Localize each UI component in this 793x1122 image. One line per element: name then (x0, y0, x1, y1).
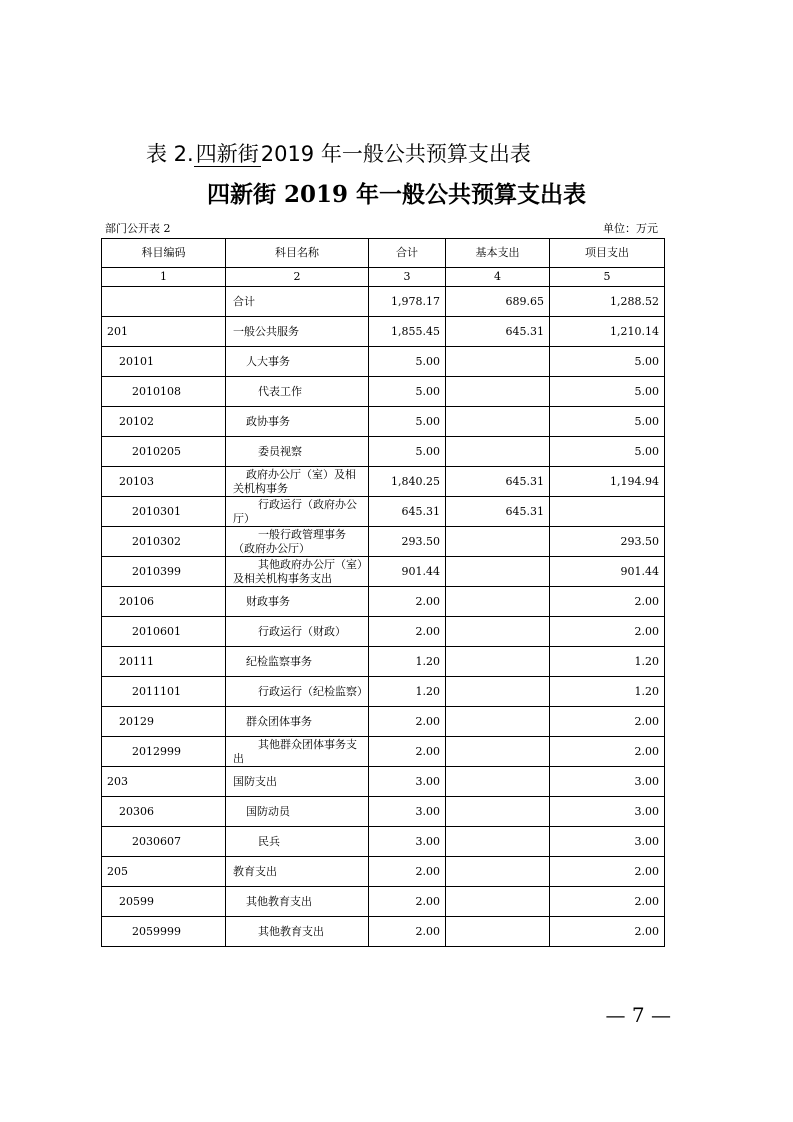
cell-basic (446, 857, 550, 887)
table-row (102, 617, 665, 647)
cell-basic (446, 527, 550, 557)
table-label: 部门公开表 2 (105, 222, 171, 235)
cell-basic (446, 647, 550, 677)
cell-total: 3.00 (369, 767, 446, 797)
unit-label: 单位：万元 (603, 222, 658, 235)
table-row (102, 857, 665, 887)
cell-code: 20111 (102, 647, 226, 677)
table-row (102, 467, 665, 497)
cell-basic (446, 827, 550, 857)
cell-basic (446, 437, 550, 467)
cell-code: 205 (102, 857, 226, 887)
table-row (102, 587, 665, 617)
cell-basic (446, 707, 550, 737)
cell-project: 5.00 (550, 437, 665, 467)
cell-basic: 645.31 (446, 467, 550, 497)
cell-project: 2.00 (550, 617, 665, 647)
cell-basic (446, 617, 550, 647)
cell-project: 901.44 (550, 557, 665, 587)
cell-project: 2.00 (550, 857, 665, 887)
table-row (102, 887, 665, 917)
header-total: 合计 (369, 239, 446, 268)
cell-code: 2010399 (102, 557, 226, 587)
cell-code: 2030607 (102, 827, 226, 857)
cell-name: 其他教育支出 (226, 917, 369, 947)
table-row (102, 767, 665, 797)
cell-basic (446, 797, 550, 827)
cell-total: 2.00 (369, 617, 446, 647)
cell-name: 委员视察 (226, 437, 369, 467)
cell-total: 1,978.17 (369, 287, 446, 317)
cell-code: 20599 (102, 887, 226, 917)
cell-total: 2.00 (369, 857, 446, 887)
index-cell: 2 (226, 268, 369, 287)
cell-project: 1,194.94 (550, 467, 665, 497)
cell-code: 203 (102, 767, 226, 797)
cell-basic (446, 767, 550, 797)
cell-name: 纪检监察事务 (226, 647, 369, 677)
table-body (102, 287, 665, 947)
cell-name: 国防支出 (226, 767, 369, 797)
cell-project: 5.00 (550, 407, 665, 437)
cell-project: 2.00 (550, 707, 665, 737)
table-row (102, 917, 665, 947)
cell-code: 2010108 (102, 377, 226, 407)
table-row (102, 677, 665, 707)
page-title: 四新街 2019 年一般公共预算支出表 (206, 181, 587, 208)
index-cell: 5 (550, 268, 665, 287)
cell-basic: 645.31 (446, 317, 550, 347)
cell-name: 合计 (226, 287, 369, 317)
table-row (102, 317, 665, 347)
cell-project: 1.20 (550, 647, 665, 677)
cell-total: 645.31 (369, 497, 446, 527)
table-row (102, 707, 665, 737)
cell-code: 20102 (102, 407, 226, 437)
cell-name: 代表工作 (226, 377, 369, 407)
cell-name: 教育支出 (226, 857, 369, 887)
cell-total: 3.00 (369, 827, 446, 857)
cell-code: 2059999 (102, 917, 226, 947)
cell-name: 行政运行（财政） (226, 617, 369, 647)
table-row (102, 407, 665, 437)
cell-total: 2.00 (369, 887, 446, 917)
table-row (102, 497, 665, 527)
cell-project: 293.50 (550, 527, 665, 557)
cell-code: 20129 (102, 707, 226, 737)
index-cell: 4 (446, 268, 550, 287)
index-row (102, 268, 665, 287)
cell-name: 政协事务 (226, 407, 369, 437)
header-project: 项目支出 (550, 239, 665, 268)
cell-code (102, 287, 226, 317)
cell-total: 3.00 (369, 797, 446, 827)
cell-basic (446, 737, 550, 767)
cell-project: 2.00 (550, 917, 665, 947)
cell-total: 1.20 (369, 677, 446, 707)
cell-code: 201 (102, 317, 226, 347)
cell-project: 1.20 (550, 677, 665, 707)
cell-code: 20103 (102, 467, 226, 497)
table-row (102, 347, 665, 377)
budget-table (101, 238, 665, 947)
index-cell: 3 (369, 268, 446, 287)
cell-code: 2010205 (102, 437, 226, 467)
cell-project: 5.00 (550, 347, 665, 377)
cell-code: 20106 (102, 587, 226, 617)
cell-code: 2010601 (102, 617, 226, 647)
cell-total: 5.00 (369, 407, 446, 437)
header-row (102, 239, 665, 268)
cell-code: 2012999 (102, 737, 226, 767)
cell-basic (446, 557, 550, 587)
cell-basic (446, 347, 550, 377)
cell-code: 2010302 (102, 527, 226, 557)
cell-basic: 689.65 (446, 287, 550, 317)
cell-basic (446, 887, 550, 917)
caption-suffix: 2019 年一般公共预算支出表 (260, 142, 531, 166)
cell-name: 其他政府办公厅（室）及相关机构事务支出 (226, 557, 369, 587)
header-code: 科目编码 (102, 239, 226, 268)
cell-project: 3.00 (550, 827, 665, 857)
page-number: — 7 — (605, 1003, 671, 1027)
table-row (102, 647, 665, 677)
cell-total: 2.00 (369, 737, 446, 767)
cell-code: 20306 (102, 797, 226, 827)
table-row (102, 737, 665, 767)
table-row (102, 827, 665, 857)
cell-name: 政府办公厅（室）及相关机构事务 (226, 467, 369, 497)
table-row (102, 377, 665, 407)
cell-project: 2.00 (550, 737, 665, 767)
cell-project: 2.00 (550, 587, 665, 617)
cell-name: 行政运行（纪检监察） (226, 677, 369, 707)
cell-name: 一般公共服务 (226, 317, 369, 347)
table-row (102, 287, 665, 317)
cell-basic (446, 917, 550, 947)
table-row (102, 527, 665, 557)
cell-total: 5.00 (369, 377, 446, 407)
cell-project: 3.00 (550, 797, 665, 827)
header-name: 科目名称 (226, 239, 369, 268)
cell-total: 901.44 (369, 557, 446, 587)
caption-department: 四新街 (195, 142, 259, 166)
cell-total: 1,840.25 (369, 467, 446, 497)
cell-code: 20101 (102, 347, 226, 377)
table-row (102, 557, 665, 587)
cell-total: 5.00 (369, 437, 446, 467)
cell-name: 其他教育支出 (226, 887, 369, 917)
cell-total: 2.00 (369, 707, 446, 737)
cell-basic: 645.31 (446, 497, 550, 527)
cell-code: 2011101 (102, 677, 226, 707)
index-cell: 1 (102, 268, 226, 287)
cell-total: 293.50 (369, 527, 446, 557)
cell-total: 2.00 (369, 587, 446, 617)
table-row (102, 797, 665, 827)
table-caption (146, 139, 531, 169)
cell-name: 行政运行（政府办公厅） (226, 497, 369, 527)
cell-name: 国防动员 (226, 797, 369, 827)
cell-project: 3.00 (550, 767, 665, 797)
cell-basic (446, 377, 550, 407)
cell-basic (446, 677, 550, 707)
cell-name: 群众团体事务 (226, 707, 369, 737)
cell-total: 1.20 (369, 647, 446, 677)
cell-basic (446, 587, 550, 617)
caption-prefix: 表 2. (146, 142, 194, 166)
cell-total: 1,855.45 (369, 317, 446, 347)
cell-code: 2010301 (102, 497, 226, 527)
header-basic: 基本支出 (446, 239, 550, 268)
cell-name: 一般行政管理事务（政府办公厅） (226, 527, 369, 557)
cell-total: 5.00 (369, 347, 446, 377)
cell-name: 民兵 (226, 827, 369, 857)
cell-project: 1,288.52 (550, 287, 665, 317)
cell-project: 5.00 (550, 377, 665, 407)
cell-basic (446, 407, 550, 437)
table-row (102, 437, 665, 467)
cell-project (550, 497, 665, 527)
cell-name: 其他群众团体事务支出 (226, 737, 369, 767)
cell-project: 2.00 (550, 887, 665, 917)
cell-project: 1,210.14 (550, 317, 665, 347)
cell-total: 2.00 (369, 917, 446, 947)
cell-name: 人大事务 (226, 347, 369, 377)
cell-name: 财政事务 (226, 587, 369, 617)
